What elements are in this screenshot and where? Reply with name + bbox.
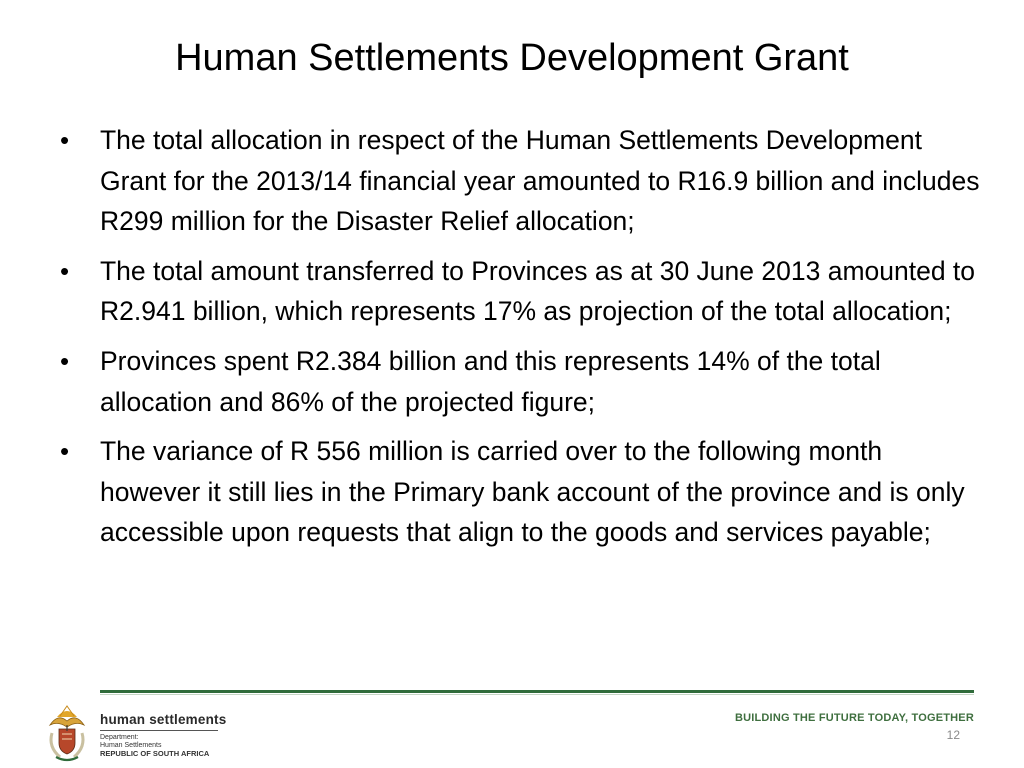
- bullet-text: The total allocation in respect of the Human Settlements Development Grant for the 2013/14 financial year amounted to R16.9 billion and includes R299 million for the Disaster Relief allocation;: [100, 125, 980, 237]
- country-name: REPUBLIC OF SOUTH AFRICA: [100, 749, 210, 758]
- page-number: 12: [946, 728, 960, 742]
- bullet-icon: •: [60, 125, 70, 155]
- department-label: Department:: [100, 734, 139, 741]
- bullet-text: The total amount transferred to Provinces as at 30 June 2013 amounted to R2.941 billion, which represents 17% as projection of the total allocation;: [100, 255, 976, 327]
- bullet-item: [56, 431, 986, 553]
- footer-tagline: BUILDING THE FUTURE TODAY, TOGETHER: [734, 712, 974, 724]
- coat-of-arms-icon: [44, 703, 90, 763]
- department-name: human settlements: [100, 712, 227, 727]
- bullet-text: The variance of R 556 million is carried over to the following month however it still lies in the Primary bank account of the province and is only accessible upon requests that align to the goods and services payable;: [100, 436, 965, 548]
- bullet-text: Provinces spent R2.384 billion and this represents 14% of the total allocation and 86% of the projected figure;: [100, 345, 881, 417]
- department-divider: [100, 730, 218, 731]
- bullet-icon: •: [60, 345, 70, 376]
- footer-divider-shadow: [100, 694, 974, 695]
- bullet-list: [56, 120, 986, 562]
- bullet-icon: •: [60, 255, 70, 286]
- department-full-name: Human Settlements: [100, 742, 162, 749]
- bullet-icon: •: [60, 436, 70, 467]
- footer-divider: [100, 690, 974, 693]
- department-logo: [100, 712, 280, 758]
- bullet-item: [56, 341, 986, 422]
- bullet-item: [56, 251, 986, 332]
- bullet-item: [56, 120, 986, 242]
- slide-title: Human Settlements Development Grant: [175, 37, 849, 79]
